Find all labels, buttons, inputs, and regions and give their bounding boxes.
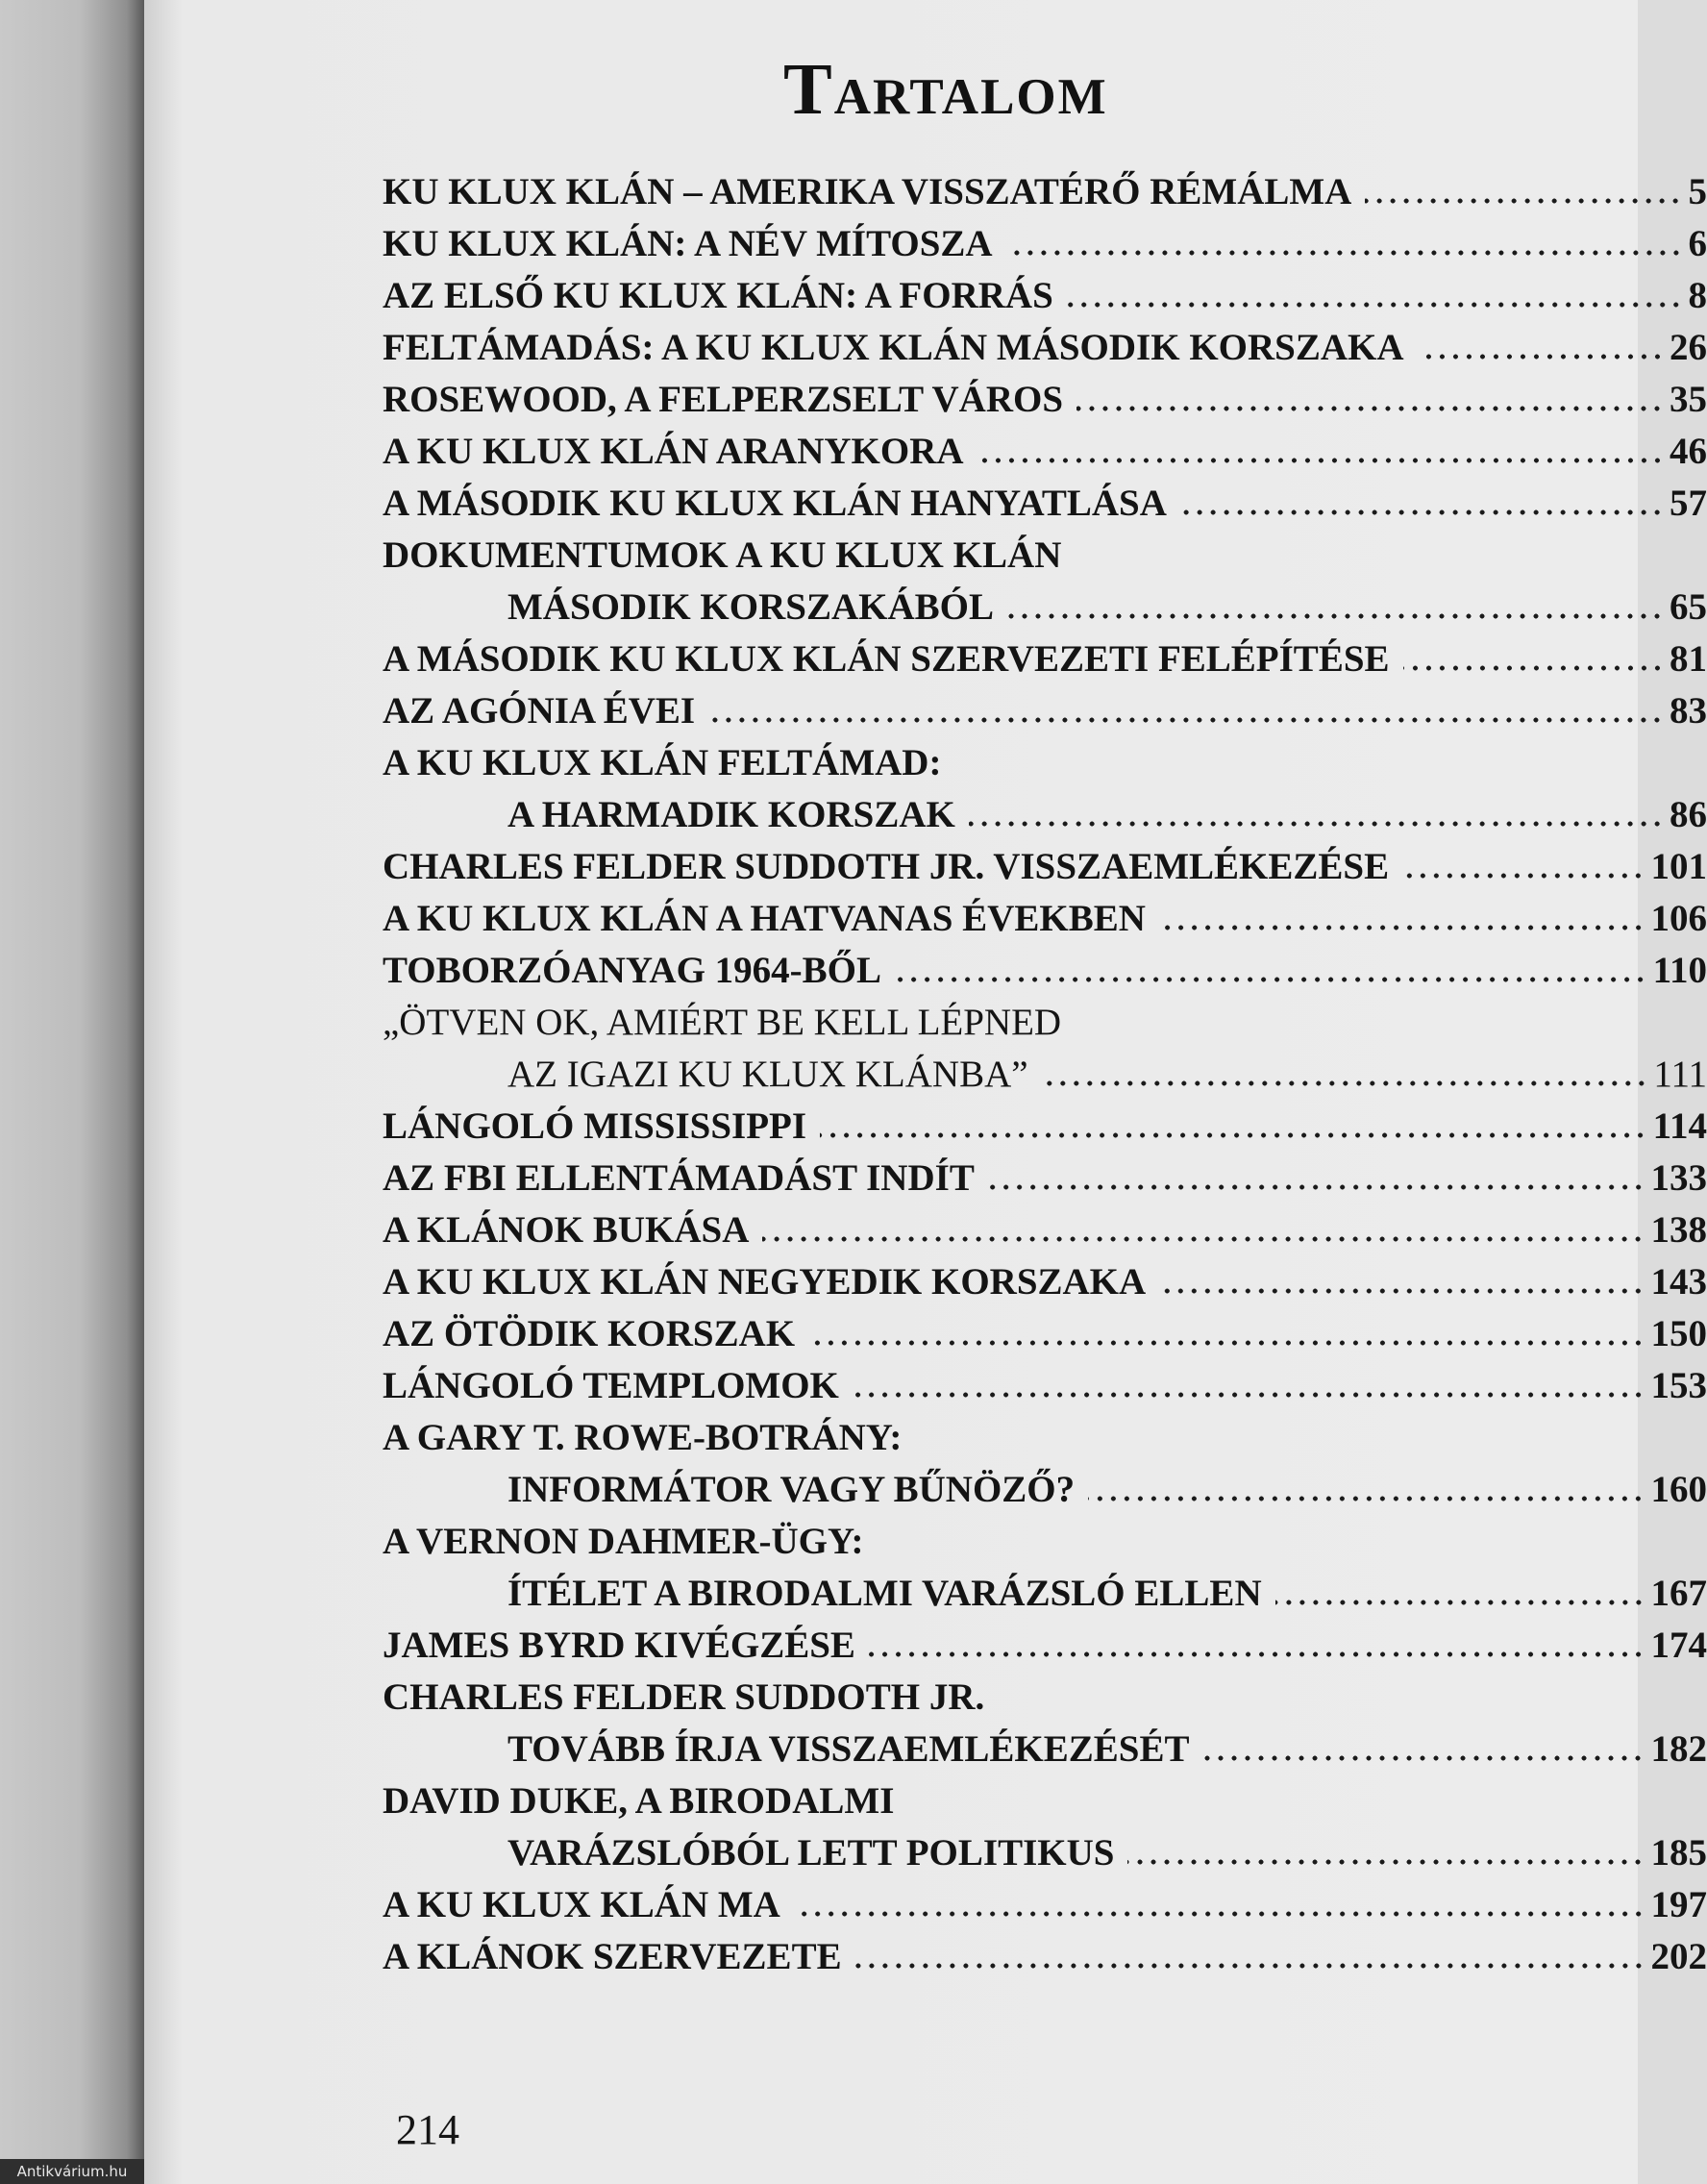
dot-leader — [869, 1651, 1645, 1657]
toc-entry-heading[interactable]: A GARY T. ROWE-BOTRÁNY: — [383, 1417, 903, 1458]
toc-entry[interactable]: A KLÁNOK SZERVEZETE 202 — [383, 1936, 1707, 1977]
book-page: Tartalom KU KLUX KLÁN – AMERIKA VISSZATÉRŐ RÉMÁLMA 5 KU KLUX KLÁN: A NÉV MÍTOSZA 6 AZ ELSŐ KU KLUX KLÁN: A FORRÁS 8 FELTÁMADÁS: A KU KLUX KLÁN MÁSODIK KORSZAKA 26 ROSEWOOD, A FELPERZSELT VÁROS 35 A KU KLUX KLÁN ARANYKORA 46 A MÁSODIK KU KLUX KLÁN HANYATLÁSA 57 DOKUMENTUMOK A KU KLUX KLÁN MÁSODIK KORSZAKÁBÓL 65 A MÁSODIK KU KLUX KLÁN SZERVEZETI FELÉPÍTÉSE 81 AZ AGÓNIA ÉVEI 83 A KU KLUX KLÁN FELTÁMAD: A HARMADIK KORSZAK 86 CHARLES FELDER SUDDOTH JR. VISSZAEMLÉKEZÉSE 101 A KU KLUX KLÁN A HATVANAS ÉVEKBEN 106 TOBORZÓANYAG 1964-BŐL 110 „ÖTVEN OK, AMIÉRT BE KELL LÉPNED AZ IGAZI KU KLUX KLÁNBA” 111 LÁNGOLÓ MISSISSIPPI 114 AZ FBI ELLENTÁMADÁST INDÍT 133 A KLÁNOK BUKÁSA 138 A KU KLUX KLÁN NEGYEDIK KORSZAKA 143 AZ ÖTÖDIK KORSZAK 150 LÁNGOLÓ TEMPLOMOK 153 A GARY T. ROWE-BOTRÁNY: INFORMÁTOR VAGY BŰNÖZŐ? 160 A VERNON DAHMER-ÜGY: ÍTÉLET A BIRODALMI VARÁZSLÓ ELLEN 167 JAMES BYRD KIVÉGZÉSE 174 CHARLES FELDER SUDDOTH JR. TOVÁBB ÍRJA VISSZAEMLÉKEZÉSÉT 182 DAVID DUKE, A BIRODALMI VARÁZSLÓBÓL LETT POLITIKUS 185 A KU KLUX KLÁN MA 197 A KLÁNOK SZERVEZETE 202 214 — [144, 0, 1638, 2184]
toc-entry[interactable]: JAMES BYRD KIVÉGZÉSE 174 — [383, 1625, 1707, 1666]
toc-entry[interactable]: A KLÁNOK BUKÁSA 138 — [383, 1209, 1707, 1251]
dot-leader — [708, 717, 1664, 723]
dot-leader — [988, 1184, 1645, 1190]
dot-leader — [977, 458, 1664, 463]
toc-entry[interactable]: A HARMADIK KORSZAK 86 — [507, 794, 1707, 835]
toc-entry[interactable]: TOBORZÓANYAG 1964-BŐL 110 — [383, 950, 1707, 991]
dot-leader — [1202, 1755, 1645, 1761]
dot-leader — [1088, 1496, 1645, 1502]
dot-leader — [808, 1340, 1645, 1346]
dot-leader — [1076, 406, 1664, 411]
watermark: Antikvárium.hu — [0, 2159, 144, 2184]
dot-leader — [820, 1132, 1647, 1138]
toc-entry[interactable]: AZ AGÓNIA ÉVEI 83 — [383, 690, 1707, 732]
toc-entry[interactable]: AZ ÖTÖDIK KORSZAK 150 — [383, 1313, 1707, 1354]
toc-entry[interactable]: INFORMÁTOR VAGY BŰNÖZŐ? 160 — [507, 1469, 1707, 1510]
dot-leader — [1159, 1288, 1645, 1294]
page-number: 214 — [396, 2106, 459, 2153]
toc-entry[interactable]: AZ IGAZI KU KLUX KLÁNBA” 111 — [507, 1054, 1707, 1095]
toc-entry[interactable]: FELTÁMADÁS: A KU KLUX KLÁN MÁSODIK KORSZAKA 26 — [383, 327, 1707, 368]
toc-entry[interactable]: AZ ELSŐ KU KLUX KLÁN: A FORRÁS 8 — [383, 275, 1707, 316]
dot-leader — [1180, 509, 1664, 515]
toc-entry[interactable]: VARÁZSLÓBÓL LETT POLITIKUS 185 — [507, 1832, 1707, 1874]
dot-leader — [1127, 1859, 1645, 1865]
dot-leader — [1275, 1600, 1645, 1605]
dot-leader — [1365, 198, 1682, 204]
toc-entry[interactable]: A MÁSODIK KU KLUX KLÁN SZERVEZETI FELÉPÍTÉSE 81 — [383, 638, 1707, 680]
toc-entry[interactable]: TOVÁBB ÍRJA VISSZAEMLÉKEZÉSÉT 182 — [507, 1728, 1707, 1770]
dot-leader — [1042, 1080, 1648, 1086]
toc-entry[interactable]: A KU KLUX KLÁN NEGYEDIK KORSZAKA 143 — [383, 1261, 1707, 1303]
dot-leader — [794, 1911, 1645, 1917]
toc-entry[interactable]: A KU KLUX KLÁN MA 197 — [383, 1884, 1707, 1925]
dot-leader — [762, 1236, 1645, 1242]
toc-entry[interactable]: KU KLUX KLÁN: A NÉV MÍTOSZA 6 — [383, 223, 1707, 264]
toc-entry[interactable]: LÁNGOLÓ TEMPLOMOK 153 — [383, 1365, 1707, 1406]
dot-leader — [1403, 665, 1664, 671]
book-spine-shadow — [0, 0, 144, 2184]
toc-entry-heading[interactable]: DOKUMENTUMOK A KU KLUX KLÁN — [383, 534, 1062, 576]
toc-entry[interactable]: KU KLUX KLÁN – AMERIKA VISSZATÉRŐ RÉMÁLMA 5 — [383, 171, 1707, 212]
dot-leader — [1006, 250, 1683, 256]
dot-leader — [855, 1963, 1645, 1969]
dot-leader — [1067, 302, 1683, 308]
dot-leader — [1402, 873, 1645, 879]
toc-entry-heading[interactable]: A VERNON DAHMER-ÜGY: — [383, 1521, 864, 1562]
toc-entry[interactable]: A KU KLUX KLÁN ARANYKORA 46 — [383, 431, 1707, 472]
dot-leader — [969, 821, 1664, 827]
toc-entry[interactable]: A KU KLUX KLÁN A HATVANAS ÉVEKBEN 106 — [383, 898, 1707, 939]
toc-entry[interactable]: LÁNGOLÓ MISSISSIPPI 114 — [383, 1105, 1707, 1147]
dot-leader — [1418, 354, 1664, 360]
toc-entry-heading[interactable]: CHARLES FELDER SUDDOTH JR. — [383, 1676, 985, 1718]
dot-leader — [1007, 613, 1664, 619]
toc-entry[interactable]: A MÁSODIK KU KLUX KLÁN HANYATLÁSA 57 — [383, 483, 1707, 524]
toc-entry[interactable]: CHARLES FELDER SUDDOTH JR. VISSZAEMLÉKEZÉSE 101 — [383, 846, 1707, 887]
dot-leader — [895, 977, 1647, 982]
toc-entry-heading[interactable]: DAVID DUKE, A BIRODALMI — [383, 1780, 895, 1822]
dot-leader — [853, 1392, 1645, 1398]
toc-entry-heading[interactable]: „ÖTVEN OK, AMIÉRT BE KELL LÉPNED — [383, 1002, 1062, 1043]
toc-entry[interactable]: MÁSODIK KORSZAKÁBÓL 65 — [507, 586, 1707, 628]
toc-entry[interactable]: AZ FBI ELLENTÁMADÁST INDÍT 133 — [383, 1157, 1707, 1199]
dot-leader — [1159, 925, 1645, 931]
toc-entry-heading[interactable]: A KU KLUX KLÁN FELTÁMAD: — [383, 742, 942, 783]
toc-entry[interactable]: ROSEWOOD, A FELPERZSELT VÁROS 35 — [383, 379, 1707, 420]
toc-entry[interactable]: ÍTÉLET A BIRODALMI VARÁZSLÓ ELLEN 167 — [507, 1573, 1707, 1614]
